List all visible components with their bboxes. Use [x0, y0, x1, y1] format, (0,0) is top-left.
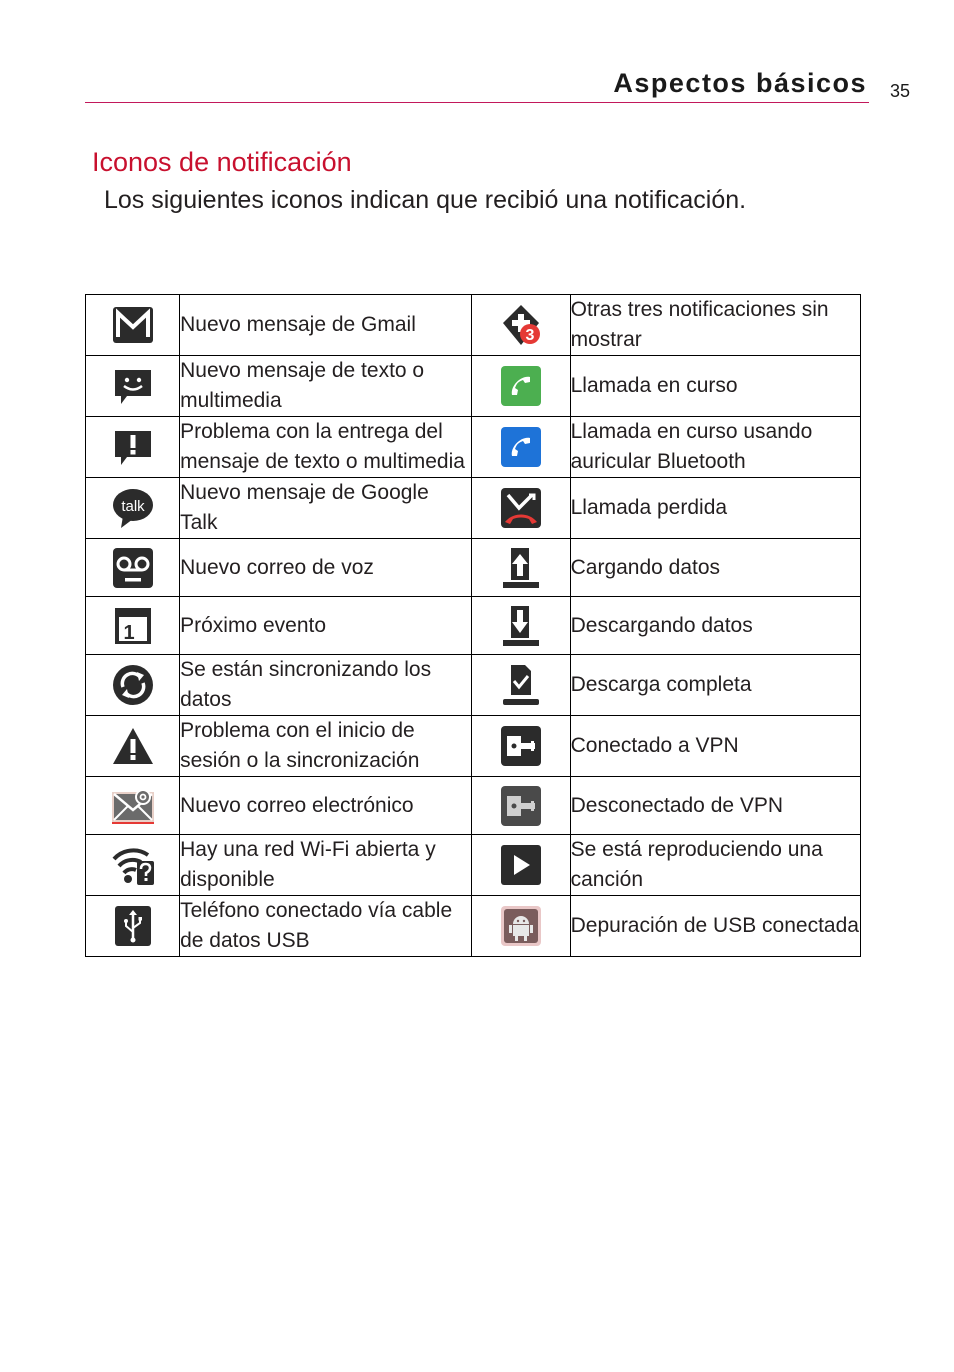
icon-label-cell	[570, 597, 860, 655]
icon-label: Cargando datos	[570, 555, 721, 579]
section-intro: Los siguientes iconos indican que recibió una notificación.	[104, 186, 747, 214]
icon-label-cell	[570, 478, 860, 539]
icon-label: Hay una red Wi-Fi abierta y disponible	[180, 838, 436, 891]
table-row	[86, 655, 861, 716]
icon-label-cell	[180, 597, 472, 655]
usb-icon	[111, 904, 155, 948]
icon-label-cell	[570, 716, 860, 777]
talk-icon-text: talk	[120, 498, 145, 515]
icon-label: Descarga completa	[570, 673, 752, 696]
icon-label-cell	[180, 539, 472, 597]
table-row	[86, 716, 861, 777]
notification-icons-table	[85, 294, 861, 957]
icon-cell	[472, 478, 570, 539]
warning-icon	[111, 724, 155, 768]
icon-label: Problema con la entrega del mensaje de texto o multimedia	[180, 420, 465, 473]
vpn-disconnected-icon	[499, 784, 543, 828]
icon-label-cell	[570, 417, 860, 478]
icon-cell	[86, 356, 180, 417]
missed-call-icon	[499, 486, 543, 530]
icon-label: Problema con el inicio de sesión o la sincronización	[180, 719, 420, 772]
icon-label-cell	[180, 356, 472, 417]
download-complete-icon	[499, 663, 543, 707]
email-icon	[111, 784, 155, 828]
icon-label-cell	[180, 777, 472, 835]
icon-cell	[86, 835, 180, 896]
page-number: 35	[890, 81, 911, 101]
icon-cell	[472, 539, 570, 597]
open-wifi-icon	[111, 843, 155, 887]
icon-cell	[86, 716, 180, 777]
icon-label-cell	[180, 896, 472, 957]
icon-cell	[472, 295, 570, 356]
icon-label: Llamada en curso usando auricular Bluetooth	[570, 420, 813, 473]
icon-label-cell	[180, 835, 472, 896]
download-icon	[499, 604, 543, 648]
call-in-progress-icon	[499, 364, 543, 408]
icon-label-cell	[180, 716, 472, 777]
icon-label-cell	[180, 295, 472, 356]
icon-label-cell	[570, 835, 860, 896]
icon-cell	[86, 478, 180, 539]
table-row	[86, 835, 861, 896]
icon-label: Se están sincronizando los datos	[180, 658, 432, 711]
icon-label: Desconectado de VPN	[570, 793, 784, 817]
icon-label: Llamada perdida	[570, 496, 728, 519]
header-rule	[85, 102, 869, 103]
table-row	[86, 356, 861, 417]
sync-icon	[111, 663, 155, 707]
icon-label: Nuevo mensaje de Google Talk	[180, 481, 429, 534]
icon-cell	[472, 896, 570, 957]
gmail-icon	[111, 303, 155, 347]
table-row	[86, 478, 861, 539]
icon-cell	[86, 597, 180, 655]
icon-label: Conectado a VPN	[570, 734, 739, 757]
table-row	[86, 417, 861, 478]
icon-cell	[86, 539, 180, 597]
table-row	[86, 777, 861, 835]
icon-label: Depuración de USB conectada	[570, 914, 859, 937]
table-row	[86, 295, 861, 356]
icon-label-cell	[570, 655, 860, 716]
calendar-icon	[111, 604, 155, 648]
badge-count: 3	[525, 327, 535, 344]
icon-label-cell	[180, 655, 472, 716]
icon-label: Nuevo mensaje de Gmail	[180, 313, 416, 336]
table-row	[86, 896, 861, 957]
icon-cell	[472, 655, 570, 716]
icon-label: Nuevo mensaje de texto o multimedia	[180, 359, 425, 412]
bluetooth-call-icon	[499, 425, 543, 469]
icon-label: Nuevo correo de voz	[180, 555, 374, 579]
table-row	[86, 597, 861, 655]
icon-cell	[472, 597, 570, 655]
icon-label-cell	[570, 777, 860, 835]
section-title: Iconos de notificación	[92, 147, 352, 177]
icon-cell	[86, 417, 180, 478]
table-row	[86, 539, 861, 597]
icon-cell	[86, 295, 180, 356]
icon-label-cell	[570, 356, 860, 417]
icon-label-cell	[570, 896, 860, 957]
music-playing-icon	[499, 843, 543, 887]
more-notifications-icon	[499, 303, 543, 347]
upload-icon	[499, 546, 543, 590]
icon-label: Llamada en curso	[570, 374, 738, 397]
icon-label: Teléfono conectado vía cable de datos USB	[180, 899, 453, 952]
voicemail-icon	[111, 546, 155, 590]
icon-label-cell	[180, 417, 472, 478]
icon-cell	[86, 777, 180, 835]
icon-cell	[472, 835, 570, 896]
icon-label: Se está reproduciendo una canción	[570, 838, 823, 891]
icon-cell	[472, 417, 570, 478]
icon-cell	[86, 896, 180, 957]
icon-label: Nuevo correo electrónico	[180, 793, 414, 817]
icon-label-cell	[180, 478, 472, 539]
icon-label: Próximo evento	[180, 613, 327, 637]
icon-cell	[472, 716, 570, 777]
vpn-connected-icon	[499, 724, 543, 768]
icon-cell	[472, 356, 570, 417]
header-title: Aspectos básicos	[613, 68, 867, 98]
icon-cell	[472, 777, 570, 835]
icon-label: Descargando datos	[570, 613, 753, 637]
icon-cell	[86, 655, 180, 716]
calendar-day-text: 1	[122, 621, 135, 644]
sms-error-icon	[111, 425, 155, 469]
usb-debugging-icon	[499, 904, 543, 948]
google-talk-icon	[111, 486, 155, 530]
icon-label-cell	[570, 295, 860, 356]
sms-smiley-icon	[111, 364, 155, 408]
icon-label: Otras tres notificaciones sin mostrar	[570, 298, 829, 351]
icon-label-cell	[570, 539, 860, 597]
